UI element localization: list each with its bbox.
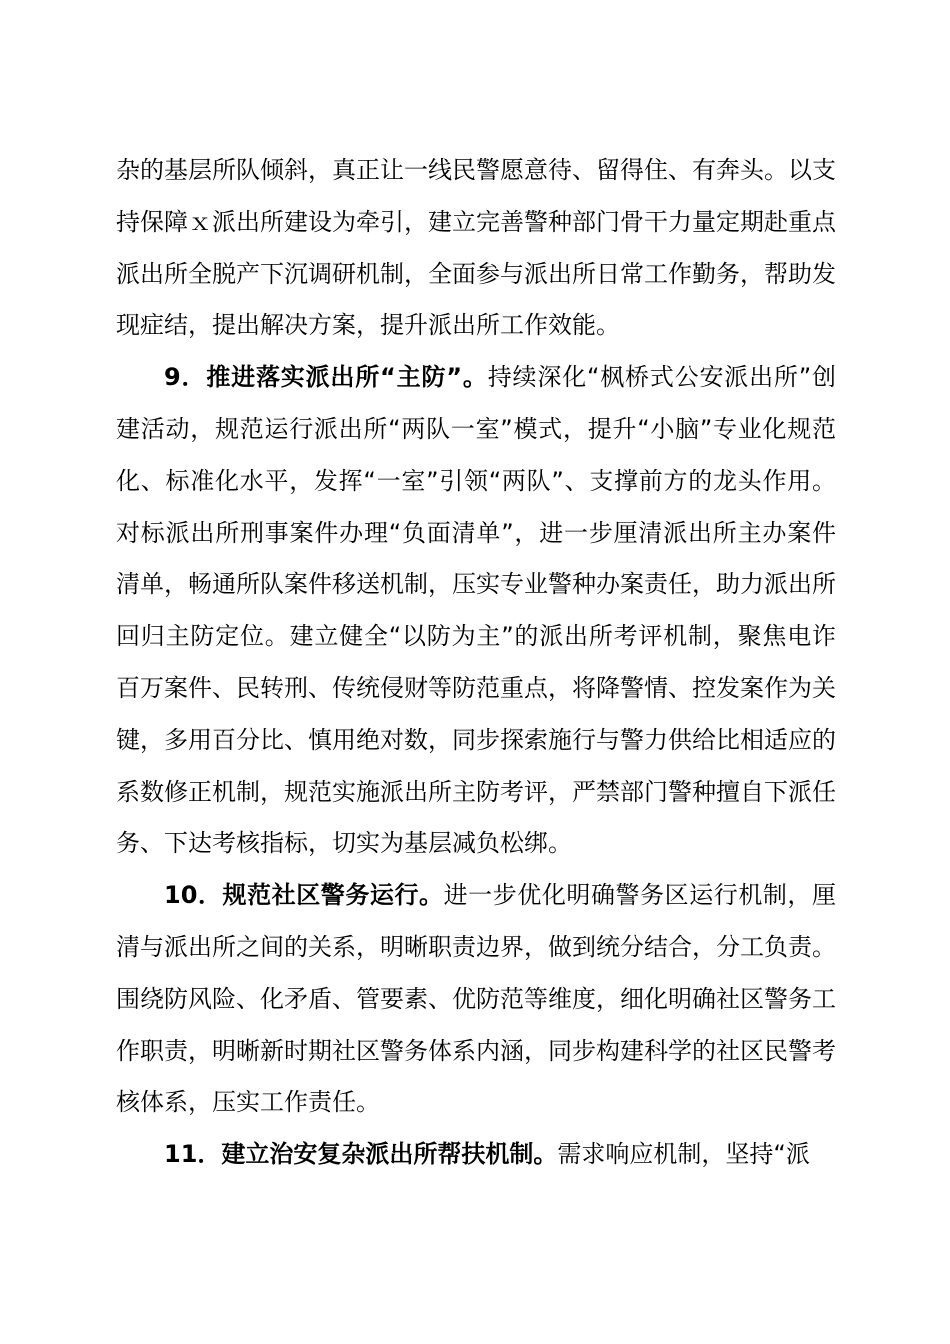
paragraph-continuation (116, 145, 836, 352)
paragraph-text: 持续深化“枫桥式公安派出所”创建活动，规范运行派出所“两队一室”模式，提升“小脑”专业化规范化、标准化水平，发挥“一室”引领“两队”、支撑前方的龙头作用。对标派出所刑事案件办理“负面清单”，进一步厘清派出所主办案件清单，畅通所队案件移送机制，压实专业警种办案责任，助力派出所回归主防定位。建立健全“以防为主”的派出所考评机制，聚焦电诈百万案件、民转刑、传统侵财等防范重点，将降警情、控发案作为关键，多用百分比、慎用绝对数，同步探索施行与警力供给比相适应的系数修正机制，规范实施派出所主防考评，严禁部门警种擅自下派任务、下达考核指标，切实为基层减负松绑。 (116, 363, 836, 858)
paragraph-text: 杂的基层所队倾斜，真正让一线民警愿意待、留得住、有奔头。以支持保障ｘ派出所建设为牵引，建立完善警种部门骨干力量定期赴重点派出所全脱产下沉调研机制，全面参与派出所日常工作勤务，帮助发现症结，提出解决方案，提升派出所工作效能。 (116, 156, 836, 340)
paragraph-item-10 (116, 870, 836, 1129)
paragraph-text: 进一步优化明确警务区运行机制，厘清与派出所之间的关系，明晰职责边界，做到统分结合，分工负责。围绕防风险、化矛盾、管要素、优防范等维度，细化明确社区警务工作职责，明晰新时期社区警务体系内涵，同步构建科学的社区民警考核体系，压实工作责任。 (116, 881, 836, 1117)
paragraph-text: 需求响应机制，坚持“派 (557, 1140, 810, 1169)
paragraph-item-11 (116, 1129, 836, 1181)
paragraph-item-9 (116, 352, 836, 870)
paragraph-heading: 10．规范社区警务运行。 (164, 881, 444, 910)
document-body (116, 145, 836, 1181)
paragraph-heading: 11．建立治安复杂派出所帮扶机制。 (164, 1140, 558, 1169)
paragraph-heading: 9．推进落实派出所“主防”。 (164, 363, 488, 392)
